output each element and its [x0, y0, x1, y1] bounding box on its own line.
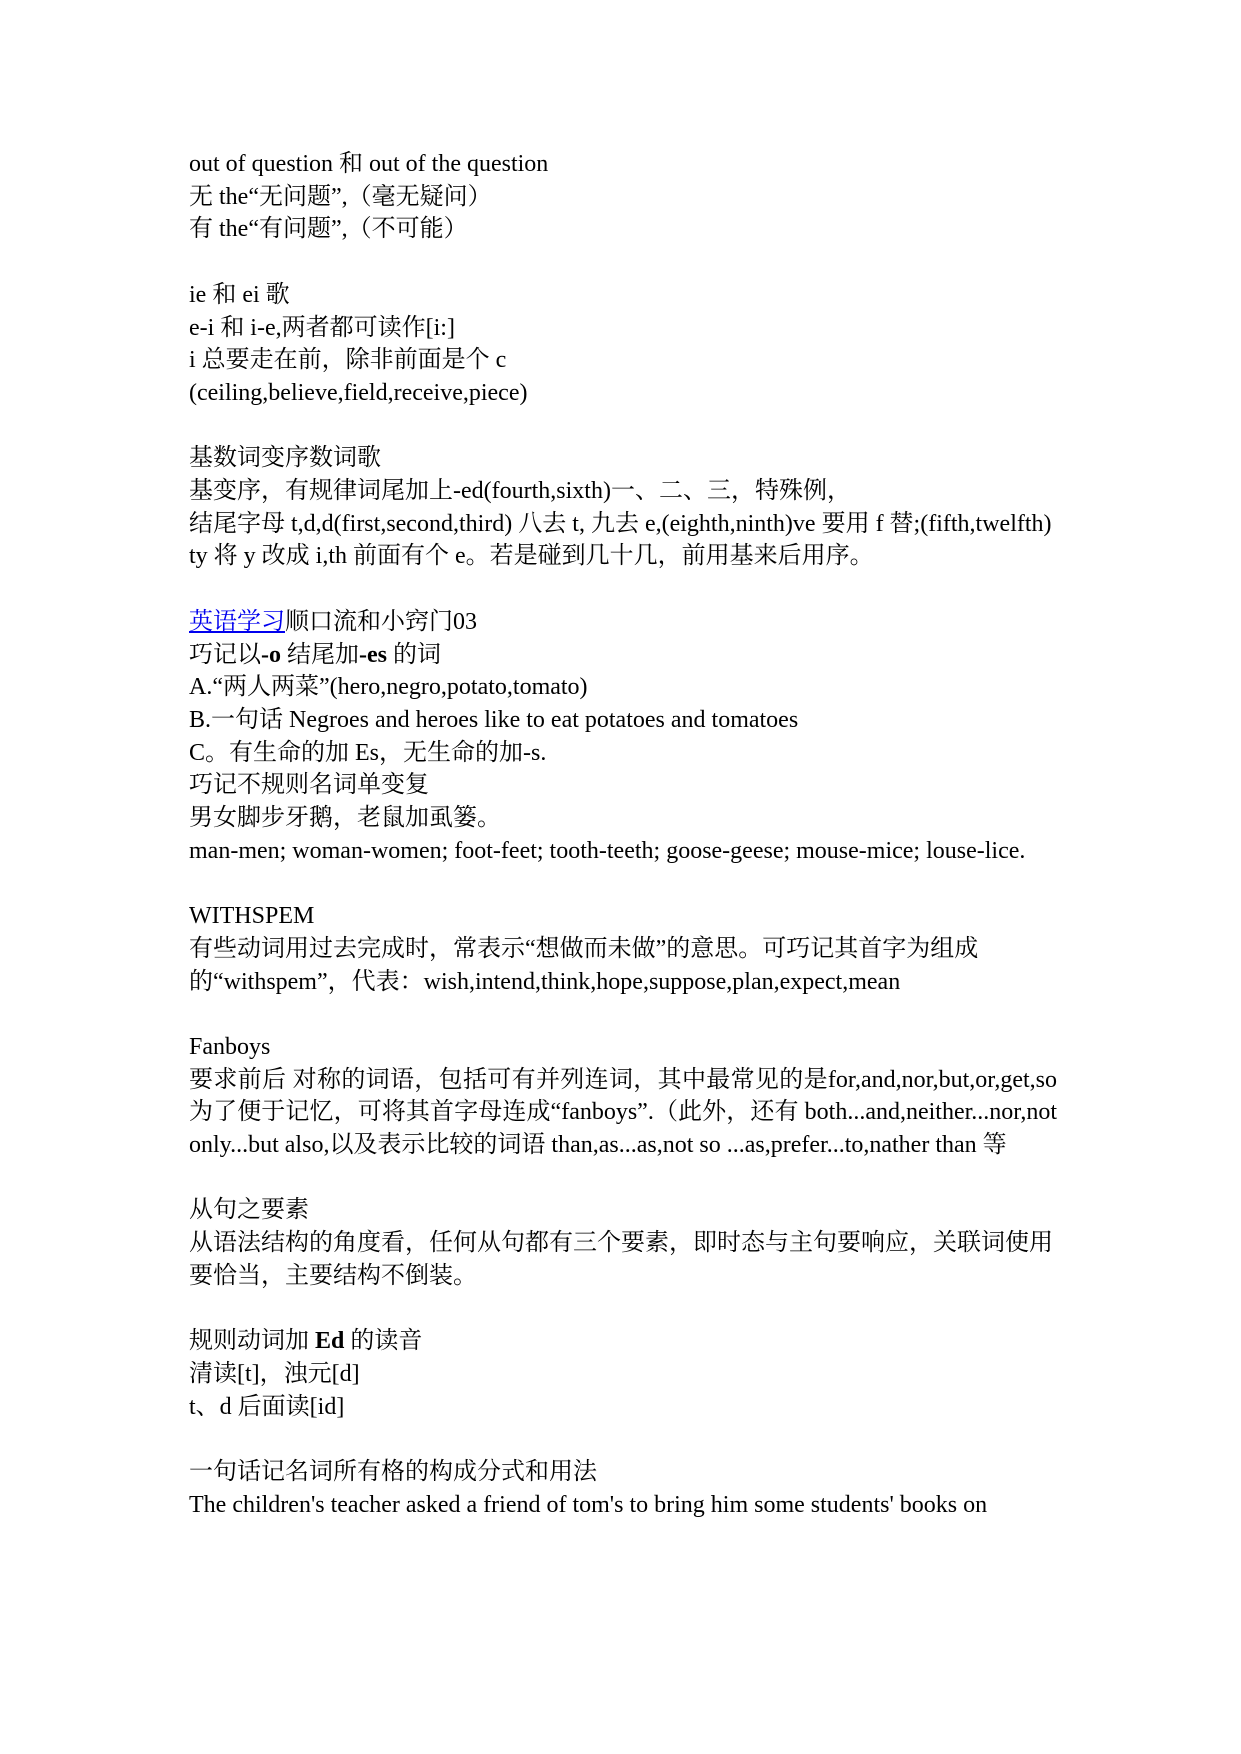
bold-text: -o [261, 641, 281, 668]
text-line: man-men; woman-women; foot-feet; tooth-teeth; goose-geese; mouse-mice; louse-lice. [189, 837, 1026, 864]
blank-line [189, 246, 1057, 279]
bold-text: Ed [315, 1328, 345, 1355]
section-title-ordinal: 基数词变序数词歌 [189, 445, 381, 472]
blank-line [189, 1293, 1057, 1326]
text-line: 无 the“无问题”,（毫无疑问） [189, 183, 492, 210]
section-title-ie-ei: ie 和 ei 歌 [189, 281, 290, 308]
text-line: 基变序，有规律词尾加上-ed(fourth,sixth)一、二、三，特殊例， [189, 478, 851, 504]
text-span: 的读音 [344, 1328, 423, 1355]
blank-line [189, 867, 1057, 900]
text-paragraph: 要求前后 对称的词语，包括可有并列连词，其中最常见的是for,and,nor,but,or,get,so 为了便于记忆，可将其首字母连成“fanboys”.（此外，还有 both...and,neither...nor,not only...but also,以及表示比较的词语 than,as...as,not so ...as,prefer...to,nather than 等 [189, 1066, 1057, 1159]
text-span: 巧记以 [189, 641, 261, 668]
blank-line [189, 998, 1057, 1031]
text-line: The children's teacher asked a friend of tom's to bring him some students' books on [189, 1491, 988, 1518]
bold-text: -es [359, 641, 387, 668]
text-line: i 总要走在前，除非前面是个 c [189, 347, 507, 374]
document-page [189, 148, 1057, 1521]
text-line: t、d 后面读[id] [189, 1393, 345, 1420]
section-title-possessive: 一句话记名词所有格的构成分式和用法 [189, 1459, 597, 1485]
text-line: e-i 和 i-e,两者都可读作[i:] [189, 314, 455, 341]
text-line [189, 639, 1057, 672]
text-span: 规则动词加 [189, 1328, 315, 1355]
text-paragraph: 结尾字母 t,d,d(first,second,third) 八去 t, 九去 e,(eighth,ninth)ve 要用 f 替;(fifth,twelfth) [189, 510, 1052, 537]
text-line: 清读[t]，浊元[d] [189, 1360, 360, 1387]
english-study-link[interactable]: 英语学习 [189, 608, 285, 635]
section-title-question: out of question 和 out of the question [189, 151, 549, 177]
text-line: 有 the“有问题”,（不可能） [189, 216, 468, 243]
text-line: 男女脚步牙鹅，老鼠加虱篓。 [189, 805, 501, 832]
text-paragraph: 从语法结构的角度看，任何从句都有三个要素，即时态与主句要响应，关联词使用要恰当，主要结构不倒装。 [189, 1230, 1053, 1289]
section-title-withspem: WITHSPEM [189, 903, 315, 930]
blank-line [189, 410, 1057, 443]
text-line: (ceiling,believe,field,receive,piece) [189, 379, 528, 406]
section-title-clause: 从句之要素 [189, 1197, 309, 1224]
section-title-rest: 顺口流和小窍门03 [285, 608, 477, 635]
blank-line [189, 1162, 1057, 1195]
text-line: B.一句话 Negroes and heroes like to eat potatoes and tomatoes [189, 706, 799, 733]
text-paragraph: 有些动词用过去完成时，常表示“想做而未做”的意思。可巧记其首字为组成的“withspem”，代表：wish,intend,think,hope,suppose,plan,expect,mean [189, 935, 979, 995]
section-title-fanboys: Fanboys [189, 1033, 271, 1060]
text-span: 的词 [386, 641, 441, 668]
text-line: C。有生命的加 Es，无生命的加-s. [189, 739, 547, 766]
blank-line [189, 573, 1057, 606]
text-line: A.“两人两菜”(hero,negro,potato,tomato) [189, 674, 588, 701]
section-title-ed [189, 1325, 1057, 1358]
text-line: ty 将 y 改成 i,th 前面有个 e。若是碰到几十几，前用基来后用序。 [189, 543, 874, 570]
section-title-es [189, 606, 1057, 639]
text-line: 巧记不规则名词单变复 [189, 772, 429, 799]
blank-line [189, 1423, 1057, 1456]
text-span: 结尾加 [281, 641, 359, 668]
